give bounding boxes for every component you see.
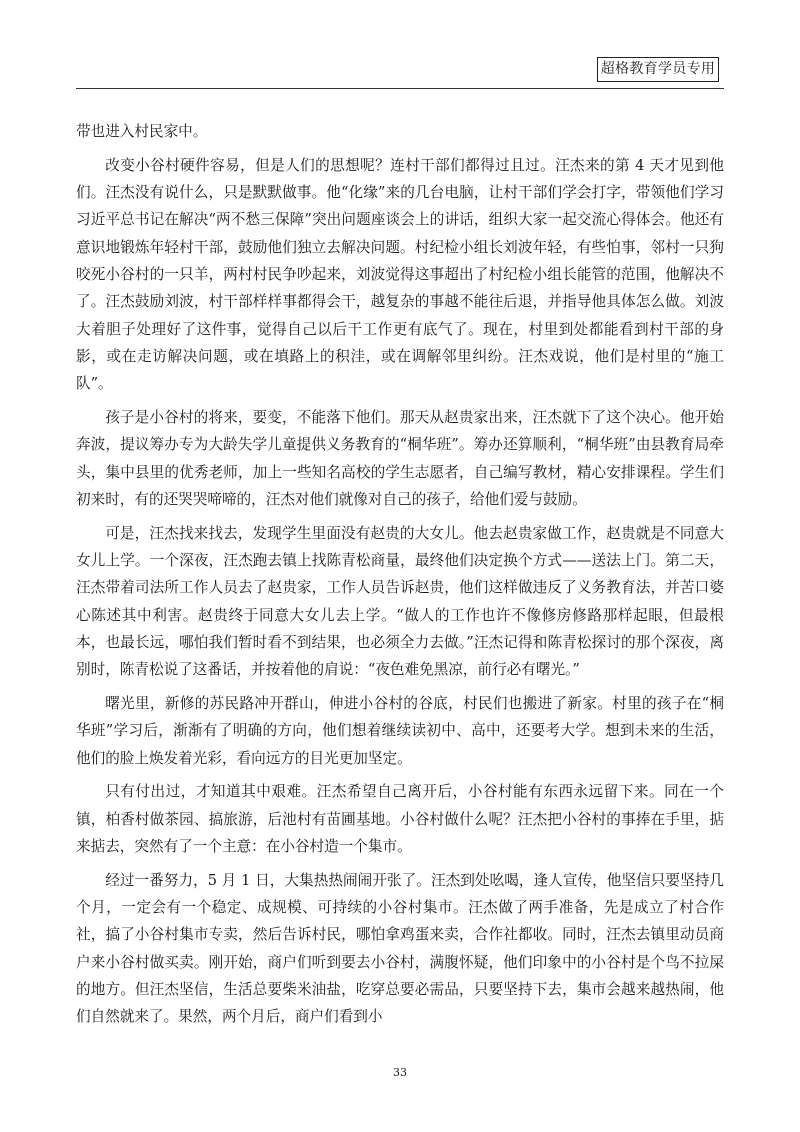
- paragraph: 可是，汪杰找来找去，发现学生里面没有赵贵的大女儿。他去赵贵家做工作，赵贵就是不同意大女儿上学。一个深夜，汪杰跑去镇上找陈青松商量，最终他们决定换个方式——送法上门。第二天，汪杰带着司法所工作人员去了赵贵家，工作人员告诉赵贵，他们这样做违反了义务教育法，并苦口婆心陈述其中利害。赵贵终于同意大女儿去上学。“做人的工作也许不像修房修路那样起眼，但最根本，也最长远，哪怕我们暂时看不到结果，也必须全力去做。”汪杰记得和陈青松探讨的那个深夜，离别时，陈青松说了这番话，并按着他的肩说：“夜色难免黑凉，前行必有曙光。”: [76, 524, 724, 679]
- paragraph-continuation: 带也进入村民家中。: [76, 123, 208, 140]
- paragraph: 改变小谷村硬件容易，但是人们的思想呢？连村干部们都得过且过。汪杰来的第 4 天才见到他们。汪杰没有说什么，只是默默做事。他“化缘”来的几台电脑，让村干部们学会打字，带领他们学习习近平总书记在解决“两不愁三保障”突出问题座谈会上的讲话，组织大家一起交流心得体会。他还有意识地锻炼年轻村干部，鼓励他们独立去解决问题。村纪检小组长刘波年轻，有些怕事，邻村一只狗咬死小谷村的一只羊，两村村民争吵起来，刘波觉得这事超出了村纪检小组长能管的范围，他解决不了。汪杰鼓励刘波，村干部样样事都得会干，越复杂的事越不能往后退，并指导他具体怎么做。刘波大着胆子处理好了这件事，觉得自己以后干工作更有底气了。现在，村里到处都能看到村干部的身影，或在走访解决问题，或在填路上的积洼，或在调解邻里纠纷。汪杰戏说，他们是村里的“施工队”。: [76, 156, 724, 393]
- paragraph: 只有付出过，才知道其中艰难。汪杰希望自己离开后，小谷村能有东西永远留下来。同在一个镇，柏香村做茶园、搞旅游，后池村有苗圃基地。小谷村做什么呢？汪杰把小谷村的事捧在手里，掂来掂去，突然有了一个主意：在小谷村造一个集市。: [76, 783, 724, 855]
- header-label-box: 超格教育学员专用: [597, 57, 719, 82]
- paragraph: 孩子是小谷村的将来，要变，不能落下他们。那天从赵贵家出来，汪杰就下了这个决心。他开始奔波，提议筹办专为大龄失学儿童提供义务教育的“桐华班”。筹办还算顺利，“桐华班”由县教育局牵头，集中县里的优秀老师，加上一些知名高校的学生志愿者，自己编写教材，精心安排课程。学生们初来时，有的还哭哭啼啼的，汪杰对他们就像对自己的孩子，给他们爱与鼓励。: [76, 408, 724, 508]
- article-body: [76, 118, 724, 1037]
- header-divider: [76, 88, 724, 89]
- paragraph: 曙光里，新修的苏民路冲开群山，伸进小谷村的谷底，村民们也搬进了新家。村里的孩子在“桐华班”学习后，渐渐有了明确的方向，他们想着继续读初中、高中，还要考大学。想到未来的生活，他们的脸上焕发着光彩，看向远方的目光更加坚定。: [76, 694, 724, 767]
- page-number: 33: [393, 1066, 407, 1079]
- paragraph: 经过一番努力，5 月 1 日，大集热热闹闹开张了。汪杰到处吆喝，逢人宣传，他坚信只要坚持几个月，一定会有一个稳定、成规模、可持续的小谷村集市。汪杰做了两手准备，先是成立了村合作社，搞了小谷村集市专卖，然后告诉村民，哪怕拿鸡蛋来卖，合作社都收。同时，汪杰去镇里动员商户来小谷村做买卖。刚开始，商户们听到要去小谷村，满腹怀疑，他们印象中的小谷村是个鸟不拉屎的地方。但汪杰坚信，生活总要柴米油盐，吃穿总要必需品，只要坚持下去，集市会越来越热闹，他们自然就来了。果然，两个月后，商户们看到小: [76, 871, 724, 1026]
